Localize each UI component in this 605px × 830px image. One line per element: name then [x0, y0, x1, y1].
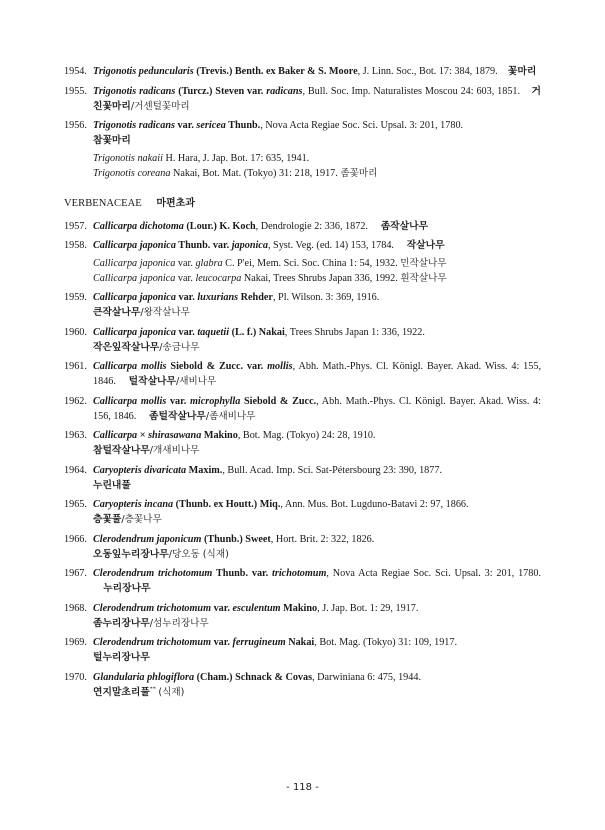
entry-1959: 1959. Callicarpa japonica var. luxurians Rehder, Pl. Wilson. 3: 369, 1916. 큰작살나무/왕작살나무 [64, 292, 380, 318]
korean-name: 작살나무 [406, 240, 445, 251]
scientific-name: Caryopteris divaricata [93, 464, 187, 476]
citation: , Bull. Soc. Imp. Naturalistes Moscou 24: 603, 1851. [302, 85, 521, 97]
entry-number: 1955. [64, 85, 87, 97]
citation: , Bull. Acad. Imp. Sci. Sat-Pétersbourg 23: 390, 1877. [222, 464, 443, 476]
synonym-line: Callicarpa japonica var. leucocarpa Nakai, Trees Shrubs Japan 336, 1992. 흰작살나무 [93, 272, 447, 284]
korean-name: 참꽃마리 [93, 135, 131, 146]
rank-marker: var. [175, 326, 198, 338]
family-korean-name: 마편초과 [156, 197, 195, 209]
scientific-name: Callicarpa [93, 430, 138, 441]
entry-1956 [64, 118, 541, 148]
synonym-list [93, 151, 541, 181]
korean-name: 거친꽃마리 [93, 85, 542, 112]
alt-korean-name: 좀새비나무 [209, 410, 256, 422]
citation: , Pl. Wilson. 3: 369, 1916. [272, 292, 380, 303]
synonym-line: Trigonotis coreana Nakai, Bot. Mat. (Tokyo) 31: 218, 1917. 좀꽃마리 [93, 167, 378, 179]
rank-marker: var. [211, 602, 233, 614]
korean-name: 좀누리장나무 [93, 617, 150, 629]
rank-marker: var. [175, 120, 197, 131]
author: Siebold & Zucc. var. [166, 361, 268, 372]
entry-number: 1957. [64, 220, 87, 232]
scientific-name: Callicarpa mollis [93, 395, 167, 407]
citation: , Bot. Mag. (Tokyo) 31: 109, 1917. [314, 637, 458, 648]
entry-1955: 1955. Trigonotis radicans (Turcz.) Steven var. radicans, Bull. Soc. Imp. Naturalistes Moscou 24: 603, 1851. 거친꽃마리/거센털꽃마리 [64, 85, 542, 112]
author: (L. f.) Nakai [229, 326, 285, 338]
author: (Thunb.) Sweet [201, 533, 271, 545]
author: (Cham.) Schnack & Covas [194, 671, 313, 683]
alt-korean-name: 섬누리장나무 [153, 617, 209, 629]
korean-name: 연지말초리풀 [93, 686, 150, 698]
page-number: - 118 - [286, 782, 319, 793]
entry-1963: 1963. Callicarpa × shirasawana Makino, Bot. Mag. (Tokyo) 24: 28, 1910. 참털작살나무/개새비나무 [64, 430, 376, 456]
rank-marker: var. [211, 637, 233, 648]
author: (Lour.) K. Koch [186, 220, 256, 232]
entry-number: 1969. [64, 637, 87, 648]
citation: , Abh. Math.-Phys. Cl. Königl. Bayer. Akad. Wiss. 4: 155, 1846. [93, 361, 541, 387]
infraspecific-name: ferrugineum [232, 637, 286, 648]
korean-name: 누리장나무 [103, 583, 151, 594]
scientific-name: Clerodendrum japonicum [93, 533, 202, 545]
citation: , Syst. Veg. (ed. 14) 153, 1784. [267, 240, 394, 251]
author: Nakai [285, 637, 315, 648]
scientific-name: Callicarpa japonica [93, 292, 176, 303]
citation: , J. Jap. Bot. 1: 29, 1917. [317, 602, 419, 614]
citation: , Abh. Math.-Phys. Cl. Königl. Bayer. Akad. Wiss. 4: 156, 1846. [93, 395, 542, 422]
author: Siebold & Zucc. [240, 395, 317, 407]
synonym-line: Callicarpa japonica var. glabra C. P'ei, Mem. Sci. Soc. China 1: 54, 1932. 민작살나무 [93, 257, 447, 269]
author: Rehder [238, 292, 273, 303]
entry-1964 [64, 463, 541, 493]
korean-name: 털작살나무 [128, 376, 176, 387]
alt-korean-name: (식재) [158, 686, 185, 698]
entry-number: 1958. [64, 240, 87, 251]
entry-number: 1959. [64, 292, 87, 303]
citation: , Hort. Brit. 2: 322, 1826. [270, 533, 375, 545]
rank-marker: var. [166, 395, 190, 407]
synonym-line: Trigonotis nakaii H. Hara, J. Jap. Bot. 17: 635, 1941. [93, 152, 310, 164]
korean-name: 좀작살나무 [380, 220, 429, 232]
entry-number: 1954. [64, 66, 87, 77]
alt-korean-name: 거센털꽃마리 [134, 100, 190, 112]
korean-name: 털누리장나무 [93, 652, 150, 663]
author: (Trevis.) Benth. ex Baker & S. Moore [196, 66, 358, 77]
korean-name: 오동잎누리장나무 [93, 548, 169, 560]
infraspecific-name: taquetii [197, 326, 230, 338]
scientific-name: Trigonotis radicans [93, 120, 175, 131]
entry-number: 1960. [64, 326, 87, 338]
alt-korean-name: 개새비나무 [153, 445, 200, 456]
infraspecific-name: microphylla [189, 395, 241, 407]
infraspecific-name: esculentum [232, 602, 281, 614]
infraspecific-name: trichotomum [272, 568, 327, 579]
hybrid-marker: × [137, 430, 149, 441]
scientific-name: Clerodendrum trichotomum [93, 637, 212, 648]
entry-1960: 1960. Callicarpa japonica var. taquetii (L. f.) Nakai, Trees Shrubs Japan 1: 336, 1922. 작은잎작살나무/송금나무 [64, 326, 425, 353]
entry-number: 1970. [64, 671, 87, 683]
korean-name: 좀털작살나무 [149, 410, 206, 422]
citation: , Ann. Mus. Bot. Lugduno-Batavi 2: 97, 1866. [280, 499, 469, 510]
scientific-name: Callicarpa mollis [93, 361, 167, 372]
infraspecific-name: luxurians [197, 292, 239, 303]
family-heading [64, 196, 541, 211]
scientific-name: Callicarpa dichotoma [93, 220, 184, 232]
author: Thunb. [225, 120, 261, 131]
family-latin-name: VERBENACEAE [64, 197, 142, 209]
korean-name: 큰작살나무 [93, 307, 141, 318]
author: Maxim. [186, 464, 223, 476]
author: (Thunb. ex Houtt.) Miq. [173, 499, 281, 510]
rank-marker: var. [175, 292, 198, 303]
citation: , Darwiniana 6: 475, 1944. [312, 671, 422, 683]
infraspecific-name: radicans [266, 85, 303, 97]
korean-name: 작은잎작살나무 [93, 341, 160, 353]
citation: , Nova Acta Regiae Soc. Sci. Upsal. 3: 201, 1780. [260, 120, 464, 131]
korean-name: 누린내풀 [93, 479, 131, 491]
entry-number: 1967. [64, 568, 87, 579]
entry-number: 1965. [64, 499, 87, 510]
entry-1954 [64, 64, 541, 79]
entry-1957 [64, 219, 541, 234]
author: (Turcz.) Steven var. [178, 85, 267, 97]
entry-1968: 1968. Clerodendrum trichotomum var. esculentum Makino, J. Jap. Bot. 1: 29, 1917. 좀누리장나무/섬누리장나무 [64, 602, 419, 629]
entry-1970 [64, 670, 541, 700]
entry-number: 1963. [64, 430, 87, 441]
korean-name: 층꽃풀 [93, 514, 122, 525]
citation: , Bot. Mag. (Tokyo) 24: 28, 1910. [237, 430, 376, 441]
entry-number: 1956. [64, 120, 87, 131]
scientific-name: Glandularia phlogiflora [93, 671, 195, 683]
scientific-name: Clerodendrum trichotomum [93, 602, 212, 614]
alt-korean-name: 층꽃나무 [124, 514, 162, 525]
author: Makino [201, 430, 238, 441]
entry-number: 1962. [64, 395, 87, 407]
alt-korean-name: 당오동 (식재) [171, 548, 229, 560]
author: Thunb. var. [212, 568, 273, 579]
entry-number: 1968. [64, 602, 87, 614]
entry-1961: 1961. Callicarpa mollis Siebold & Zucc. var. mollis, Abh. Math.-Phys. Cl. Königl. Bayer. Akad. Wiss. 4: 155, 1846. 털작살나무/새비나무 [64, 361, 541, 387]
scientific-name: Clerodendrum trichotomum [93, 568, 213, 579]
infraspecific-name: shirasawana [148, 430, 202, 441]
citation: , Nova Acta Regiae Soc. Sci. Upsal. 3: 201, 1780. [326, 568, 542, 579]
author: Thunb. var. [175, 240, 232, 251]
infraspecific-name: japonica [231, 240, 268, 251]
entry-1962: 1962. Callicarpa mollis var. microphylla Siebold & Zucc., Abh. Math.-Phys. Cl. Königl. Bayer. Akad. Wiss. 4: 156, 1846. 좀털작살나무/좀새비나무 [64, 395, 542, 422]
entry-1958 [64, 238, 541, 253]
author: Makino [280, 602, 318, 614]
scientific-name: Trigonotis peduncularis [93, 66, 194, 77]
entry-1966: 1966. Clerodendrum japonicum (Thunb.) Sweet, Hort. Brit. 2: 322, 1826. 오동잎누리장나무/당오동 (식재) [64, 533, 375, 560]
footnote-marker: ** [149, 686, 156, 693]
alt-korean-name: 왕작살나무 [143, 307, 190, 318]
citation: , Trees Shrubs Japan 1: 336, 1922. [284, 326, 425, 338]
scientific-name: Caryopteris incana [93, 499, 174, 510]
scientific-name: Trigonotis radicans [93, 85, 176, 97]
entry-number: 1964. [64, 464, 87, 476]
infraspecific-name: mollis [267, 361, 293, 372]
entry-number: 1961. [64, 361, 87, 372]
content-area [64, 64, 541, 704]
entry-1965: 1965. Caryopteris incana (Thunb. ex Houtt.) Miq., Ann. Mus. Bot. Lugduno-Batavi 2: 97, 1866. 층꽃풀/층꽃나무 [64, 499, 469, 525]
scientific-name: Callicarpa japonica [93, 326, 176, 338]
entry-1969 [64, 635, 541, 665]
citation: , Dendrologie 2: 336, 1872. [255, 220, 368, 232]
entry-1967 [64, 566, 541, 596]
infraspecific-name: sericea [196, 120, 226, 131]
citation: , J. Linn. Soc., Bot. 17: 384, 1879. [357, 66, 498, 77]
synonym-list [93, 256, 541, 286]
korean-name: 꽃마리 [507, 66, 537, 77]
alt-korean-name: 송금나무 [162, 341, 200, 353]
entry-number: 1966. [64, 533, 87, 545]
korean-name: 참털작살나무 [93, 445, 150, 456]
scientific-name: Callicarpa japonica [93, 240, 176, 251]
alt-korean-name: 새비나무 [179, 376, 217, 387]
